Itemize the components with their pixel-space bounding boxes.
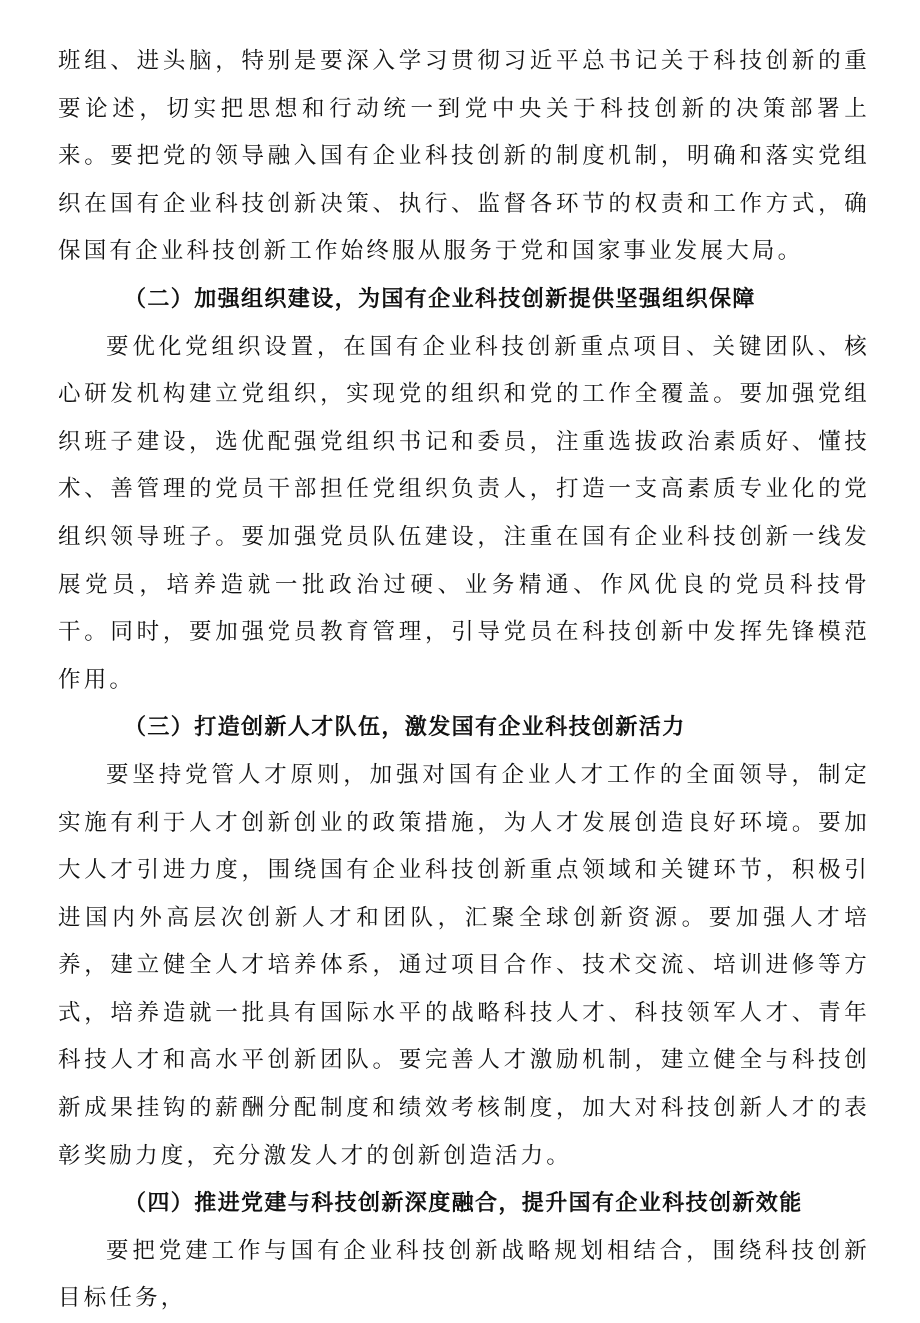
paragraph-talent: 要坚持党管人才原则，加强对国有企业人才工作的全面领导，制定实施有利于人才创新创业的政策措施，为人才发展创造良好环境。要加大人才引进力度，围绕国有企业科技创新重点领域和关键环节，积极引进国内外高层次创新人才和团队，汇聚全球创新资源。要加强人才培养，建立健全人才培养体系，通过项目合作、技术交流、培训进修等方式，培养造就一批具有国际水平的战略科技人才、科技领军人才、青年科技人才和高水平创新团队。要完善人才激励机制，建立健全与科技创新成果挂钩的薪酬分配制度和绩效考核制度，加大对科技创新人才的表彰奖励力度，充分激发人才的创新创造活力。	[58, 761, 870, 1169]
paragraph-continuation: 班组、进头脑，特别是要深入学习贯彻习近平总书记关于科技创新的重要论述，切实把思想和行动统一到党中央关于科技创新的决策部署上来。要把党的领导融入国有企业科技创新的制度机制，明确和落实党组织在国有企业科技创新决策、执行、监督各环节的权责和工作方式，确保国有企业科技创新工作始终服从服务于党和国家事业发展大局。	[58, 48, 870, 265]
section-heading-4: （四）推进党建与科技创新深度融合，提升国有企业科技创新效能	[124, 1191, 803, 1217]
document-page	[58, 38, 870, 1323]
paragraph-organization: 要优化党组织设置，在国有企业科技创新重点项目、关键团队、核心研发机构建立党组织，实现党的组织和党的工作全覆盖。要加强党组织班子建设，选优配强党组织书记和委员，注重选拔政治素质好、懂技术、善管理的党员干部担任党组织负责人，打造一支高素质专业化的党组织领导班子。要加强党员队伍建设，注重在国有企业科技创新一线发展党员，培养造就一批政治过硬、业务精通、作风优良的党员科技骨干。同时，要加强党员教育管理，引导党员在科技创新中发挥先锋模范作用。	[58, 333, 870, 693]
section-heading-2: （二）加强组织建设，为国有企业科技创新提供坚强组织保障	[124, 286, 756, 312]
paragraph-integration: 要把党建工作与国有企业科技创新战略规划相结合，围绕科技创新目标任务，	[58, 1237, 870, 1312]
section-heading-3: （三）打造创新人才队伍，激发国有企业科技创新活力	[124, 715, 686, 741]
